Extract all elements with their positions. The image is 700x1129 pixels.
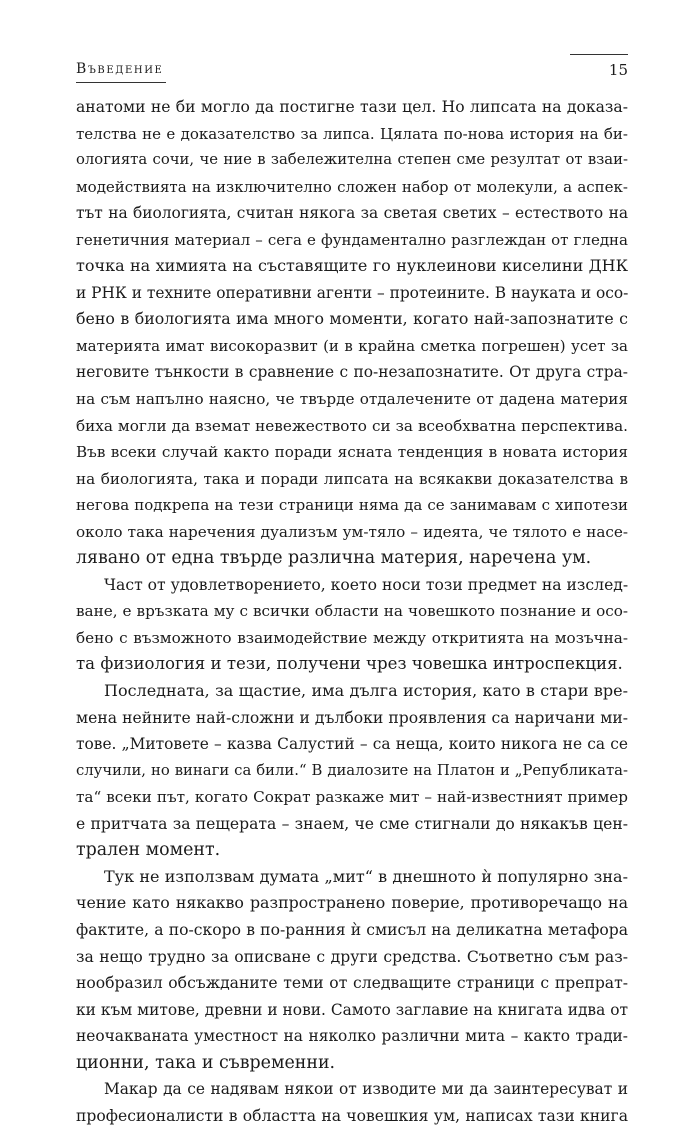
text-line: материята имат високоразвит (и в крайна сметка погрешен) усет за — [76, 336, 628, 355]
text-line: ологията сочи, че ние в забележителна степен сме резултат от взаи- — [76, 151, 628, 169]
text-line: професионалисти в областта на човешкия ум, написах тази книга — [76, 1106, 628, 1125]
text-line: чение като някакво разпространено поверие, противоречащо на — [76, 893, 628, 913]
text-line: лявано от една твърде различна материя, наречена ум. — [76, 548, 592, 569]
text-line: на съм напълно наясно, че твърде отдалечените от дадена материя — [76, 390, 628, 409]
text-line: трален момент. — [76, 840, 221, 861]
section-title-underline — [76, 82, 166, 83]
body-text — [76, 94, 628, 1129]
text-line: анатоми не би могло да постигне тази цел. Но липсата на доказа- — [76, 98, 628, 116]
text-line: фактите, а по-скоро в по-ранния ѝ смисъл на деликатна метафора — [76, 920, 628, 939]
text-line: Във всеки случай както поради ясната тенденция в новата история — [76, 443, 628, 462]
running-head — [76, 58, 628, 82]
text-line: мена нейните най-сложни и дълбоки проявления са наричани ми- — [76, 708, 628, 727]
text-line: бихa могли да вземат невежеството си за всеобхватна перспектива. — [76, 416, 628, 435]
text-line: неочакваната уместност на няколко различни мита – както тради- — [76, 1027, 628, 1046]
text-line: телства не е доказателство за липса. Цялата по-нова история на би- — [76, 124, 628, 143]
text-line: генетичния материал – сега е фундаментално разглеждан от гледна — [76, 230, 628, 249]
text-line: тът на биологията, считан някога за светая светих – естеството на — [76, 204, 628, 223]
text-line: на биологията, така и поради липсата на всякакви доказателства в — [76, 469, 628, 488]
text-line: и РНК и техните оперативни агенти – протеините. В науката и осо- — [76, 283, 628, 302]
text-line: Тук не използвам думата „мит“ в днешното ѝ популярно зна- — [104, 866, 628, 886]
text-line: бено в биологията има много моменти, когато най-запознатите с — [76, 309, 628, 329]
page-number: 15 — [608, 61, 628, 79]
text-line: ционни, така и съвременни. — [76, 1052, 336, 1073]
text-line: та“ всеки път, когато Сократ разкаже мит – най-известният пример — [76, 788, 628, 807]
text-line: Последната, за щастие, има дълга история, като в стари вре- — [104, 681, 628, 701]
text-line: е притчата за пещерата – знаем, че сме стигнали до някакъв цен- — [76, 814, 628, 833]
text-line: около така наречения дуализъм ум-тяло – идеята, че тялото е насе- — [76, 522, 628, 541]
text-line: тове. „Митовете – казва Салустий – са неща, които никога не са се — [76, 735, 628, 754]
text-line: та физиология и тези, получени чрез човешка интроспекция. — [76, 654, 623, 674]
text-line: ки към митове, древни и нови. Самото заглавие на книгата идва от — [76, 1000, 628, 1019]
page-number-rule — [570, 54, 628, 55]
text-line: точка на химията на съставящите го нуклеинови киселини ДНК — [76, 256, 628, 276]
text-line: негова подкрепа на тези страници няма да се занимавам с хипотези — [76, 496, 628, 515]
text-line: за нещо трудно за описване с други средства. Съответно съм раз- — [76, 947, 628, 966]
text-line: бено с възможното взаимодействие между откритията на мозъчна- — [76, 628, 628, 647]
text-line: неговите тънкости в сравнение с по-незапознатите. От друга стра- — [76, 363, 628, 382]
text-line: случили, но винаги са били.“ В диалозите на Платон и „Републиката- — [76, 761, 628, 779]
text-line: ване, е връзката му с всички области на човешкото познание и осо- — [76, 602, 628, 621]
text-line: Част от удовлетворението, което носи този предмет на изслед- — [104, 575, 628, 594]
text-line: Макар да се надявам някои от изводите ми да заинтересуват и — [104, 1080, 628, 1099]
text-line: нообразил обсъжданите теми от следващите страници с препрат- — [76, 974, 628, 993]
text-line: модействията на изключително сложен набор от молекули, а аспек- — [76, 177, 628, 196]
section-title: Въведение — [76, 61, 164, 77]
